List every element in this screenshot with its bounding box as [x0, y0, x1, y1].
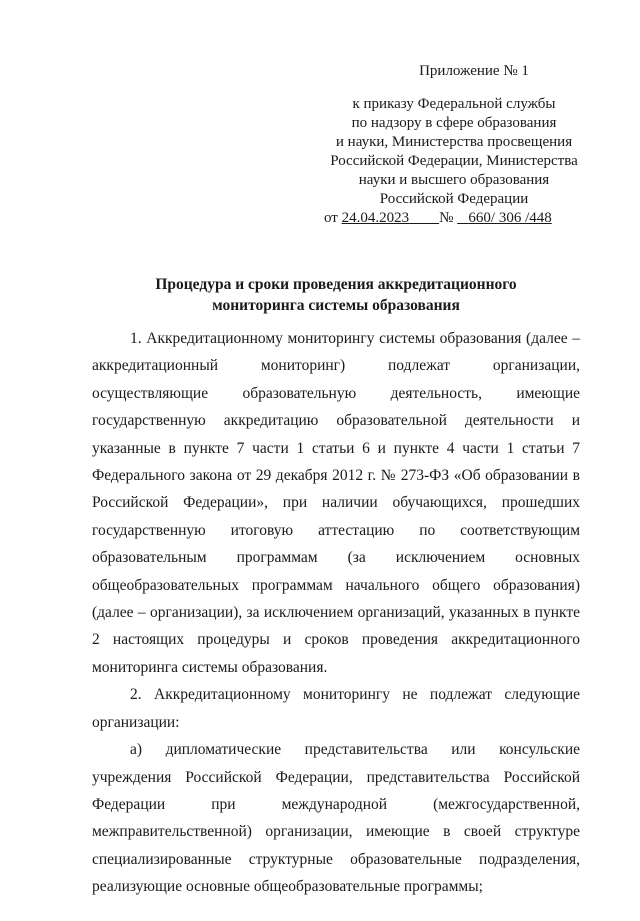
- order-date-number: [324, 209, 582, 228]
- header-line: к приказу Федеральной службы: [352, 96, 556, 112]
- header-line: науки и высшего образования: [358, 172, 550, 188]
- header-line: по надзору в сфере образования: [351, 115, 557, 131]
- header-line: Российской Федерации: [379, 191, 529, 207]
- title-line-1: Процедура и сроки проведения аккредитационного: [155, 276, 517, 293]
- title-line-2: мониторинга системы образования: [212, 297, 460, 314]
- appendix-title: Приложение № 1: [419, 63, 529, 79]
- number-sign: №: [439, 210, 454, 226]
- header-line: и науки, Министерства просвещения: [335, 134, 573, 150]
- paragraph-3: а) дипломатические представительства или консульские учреждения Российской Федерации, представительства Российской Федерации при международной (межгосударственной, межправительственной) организации, имеющие в своей структуре специализированные структурные образовательные подразделения, реализующие основные общеобразовательные программы;: [92, 741, 580, 896]
- document-body: [92, 325, 580, 901]
- appendix-header: [326, 62, 582, 228]
- order-number: 660/ 306 /448: [468, 210, 552, 226]
- header-line: Российской Федерации, Министерства: [330, 153, 578, 169]
- paragraph-1: 1. Аккредитационному мониторингу системы образования (далее – аккредитационный мониторинг) подлежат организации, осуществляющие образовательную деятельность, имеющие государственную аккредитацию образовательной деятельности и указанные в пункте 7 части 1 статьи 6 и пункте 4 части 1 статьи 7 Федерального закона от 29 декабря 2012 г. № 273-ФЗ «Об образовании в Российской Федерации», при наличии обучающихся, прошедших государственную итоговую аттестацию по соответствующим образовательным программам (за исключением основных общеобразовательных программам начального общего образования) (далее – организации), за исключением организаций, указанных в пункте 2 настоящих процедуры и сроков проведения аккредитационного мониторинга системы образования.: [92, 330, 580, 676]
- date-prefix: от: [324, 210, 338, 226]
- paragraph-2: 2. Аккредитационному мониторингу не подлежат следующие организации:: [92, 686, 580, 731]
- order-date: 24.04.2023: [341, 210, 410, 226]
- document-title: [92, 274, 580, 316]
